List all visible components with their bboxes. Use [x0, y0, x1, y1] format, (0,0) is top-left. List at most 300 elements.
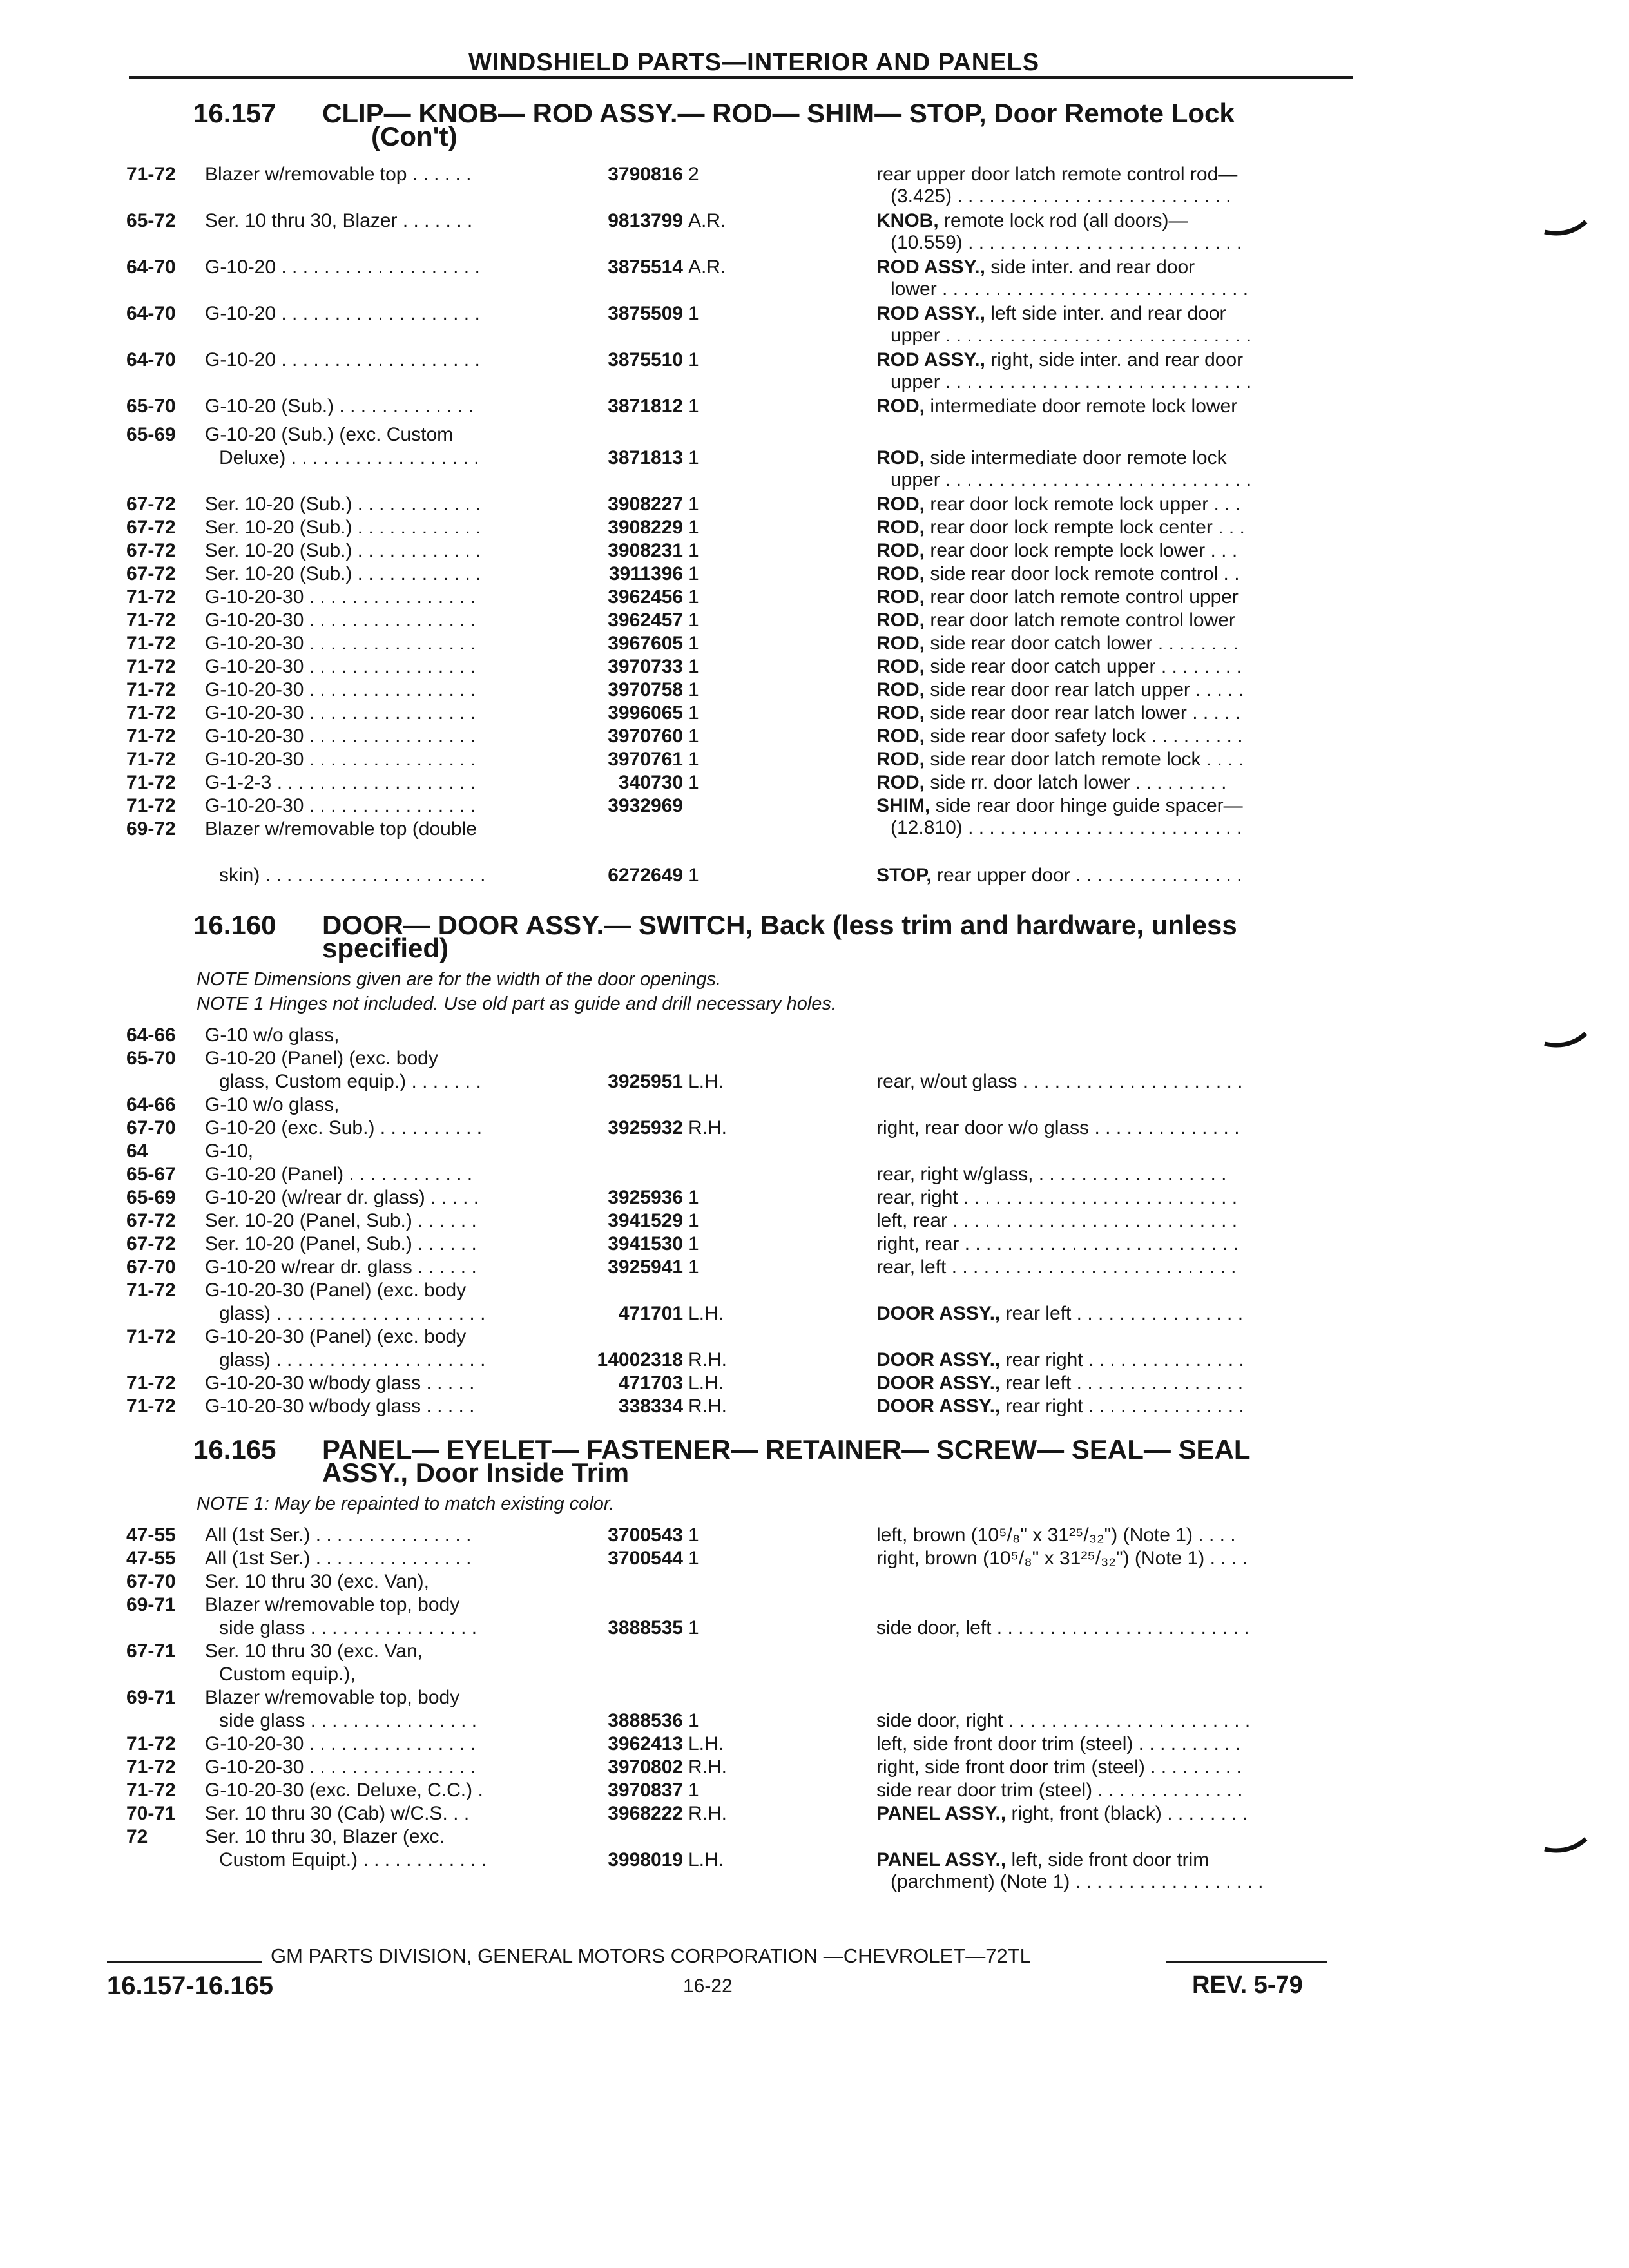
application: skin) . . . . . . . . . . . . . . . . . . . . .	[219, 865, 486, 886]
model-years: 71-72	[126, 1733, 176, 1754]
model-years: 64-70	[126, 349, 176, 370]
header-rule	[129, 76, 1353, 79]
parts-row	[0, 633, 1629, 658]
description	[876, 256, 1248, 300]
application: G-10,	[205, 1140, 254, 1162]
description-text: side rear door trim (steel) . . . . . . . . . . . . . .	[876, 1780, 1243, 1801]
part-number: 3998019	[608, 1849, 683, 1870]
description	[876, 210, 1242, 254]
description-continuation: (10.559) . . . . . . . . . . . . . . . . . . . . . . . . . .	[891, 232, 1242, 253]
model-years: 65-69	[126, 1187, 176, 1208]
parts-row	[0, 1140, 1629, 1166]
application: G-10-20-30 . . . . . . . . . . . . . . . .	[205, 633, 476, 654]
quantity: 1	[688, 494, 699, 515]
model-years: 67-72	[126, 1210, 176, 1231]
description-text: right, front (black) . . . . . . . .	[1011, 1803, 1248, 1824]
part-number: 3962413	[608, 1733, 683, 1754]
description-keyword: ROD,	[876, 517, 925, 538]
parts-row	[0, 1256, 1629, 1282]
model-years: 67-70	[126, 1256, 176, 1278]
description-text: right, side inter. and rear door	[990, 349, 1244, 370]
description-continuation: upper . . . . . . . . . . . . . . . . . . . . . . . . . . . . .	[891, 325, 1252, 346]
description-text: remote lock rod (all doors)—	[944, 210, 1188, 231]
section-number: 16.160	[193, 910, 276, 940]
parts-row	[0, 1524, 1629, 1550]
section-heading-16-165	[193, 1434, 1251, 1488]
description-continuation: (parchment) (Note 1) . . . . . . . . . . . . . . . . . .	[891, 1871, 1264, 1892]
parts-row	[0, 1687, 1629, 1713]
quantity: 1	[688, 586, 699, 608]
application: Ser. 10-20 (Panel, Sub.) . . . . . .	[205, 1210, 477, 1231]
description-text: side rear door latch remote lock . . . .	[930, 749, 1244, 770]
description	[876, 1233, 1239, 1255]
description-text: rear left . . . . . . . . . . . . . . . .	[1005, 1372, 1244, 1394]
part-number: 471703	[618, 1372, 683, 1394]
model-years: 67-72	[126, 563, 176, 584]
parts-row	[0, 447, 1629, 490]
parts-row	[0, 540, 1629, 566]
footer-page-number: 16-22	[683, 1975, 733, 1997]
footer-section-range: 16.157-16.165	[107, 1972, 274, 2000]
description-keyword: ROD,	[876, 633, 925, 654]
description-text: rear door lock rempte lock center . . .	[930, 517, 1245, 538]
application: Ser. 10-20 (Sub.) . . . . . . . . . . . .	[205, 494, 481, 515]
description-keyword: PANEL ASSY.,	[876, 1849, 1007, 1870]
quantity: 1	[688, 1710, 699, 1731]
model-years: 72	[126, 1826, 148, 1847]
description	[876, 349, 1251, 393]
description	[876, 726, 1243, 747]
parts-row	[0, 1664, 1629, 1689]
part-number: 6272649	[608, 865, 683, 886]
part-number: 3970733	[608, 656, 683, 677]
parts-row	[0, 1617, 1629, 1643]
model-years: 64-70	[126, 256, 176, 278]
description	[876, 517, 1245, 539]
parts-row	[0, 1640, 1629, 1666]
description-text: rear right . . . . . . . . . . . . . . .	[1005, 1349, 1244, 1370]
description-continuation: upper . . . . . . . . . . . . . . . . . . . . . . . . . . . . .	[891, 371, 1252, 392]
model-years: 67-71	[126, 1640, 176, 1662]
application: Ser. 10 thru 30 (Cab) w/C.S. . .	[205, 1803, 470, 1824]
description-keyword: ROD,	[876, 679, 925, 700]
description	[876, 610, 1235, 631]
description-text: left, rear . . . . . . . . . . . . . . . . . . . . . . . . . . .	[876, 1210, 1238, 1231]
part-number: 3888535	[608, 1617, 683, 1639]
binder-mark-icon	[1543, 1031, 1588, 1057]
parts-row	[0, 818, 1629, 844]
model-years: 65-67	[126, 1164, 176, 1185]
part-number: 3996065	[608, 702, 683, 724]
quantity: 1	[688, 1617, 699, 1639]
parts-row	[0, 702, 1629, 728]
section-title: CLIP— KNOB— ROD ASSY.— ROD— SHIM— STOP, Door Remote Lock	[322, 98, 1235, 128]
quantity: 1	[688, 726, 699, 747]
part-number: 3941529	[608, 1210, 683, 1231]
description-text: side door, right . . . . . . . . . . . . . . . . . . . . . . .	[876, 1710, 1251, 1731]
quantity: 1	[688, 1524, 699, 1546]
model-years: 65-72	[126, 210, 176, 231]
description-keyword: ROD ASSY.,	[876, 256, 985, 278]
part-number: 3970837	[608, 1780, 683, 1801]
quantity: R.H.	[688, 1349, 727, 1370]
description	[876, 1780, 1242, 1802]
part-number: 3871813	[608, 447, 683, 468]
part-number: 3962456	[608, 586, 683, 608]
application: G-10-20 . . . . . . . . . . . . . . . . . . .	[205, 256, 480, 278]
quantity: 1	[688, 1780, 699, 1801]
description-text: side intermediate door remote lock	[930, 447, 1227, 468]
part-number: 3970761	[608, 749, 683, 770]
application: Ser. 10 thru 30, Blazer . . . . . . .	[205, 210, 473, 231]
application: All (1st Ser.) . . . . . . . . . . . . . . .	[205, 1548, 472, 1569]
description-text: rear, w/out glass . . . . . . . . . . . . . . . . . . . . .	[876, 1071, 1243, 1092]
footer-revision: REV. 5-79	[1192, 1972, 1303, 1999]
part-number: 3700544	[608, 1548, 683, 1569]
application: Ser. 10-20 (Sub.) . . . . . . . . . . . .	[205, 563, 481, 584]
section-subtitle: specified)	[322, 933, 449, 963]
part-number: 340730	[618, 772, 683, 793]
model-years: 64	[126, 1140, 148, 1162]
description-keyword: ROD,	[876, 396, 925, 417]
parts-row	[0, 396, 1629, 421]
application: G-10-20 . . . . . . . . . . . . . . . . . . .	[205, 303, 480, 324]
part-number: 3968222	[608, 1803, 683, 1824]
application: Ser. 10-20 (Panel, Sub.) . . . . . .	[205, 1233, 477, 1254]
parts-row	[0, 610, 1629, 635]
footer-rule	[107, 1961, 262, 1963]
quantity: 1	[688, 772, 699, 793]
model-years: 71-72	[126, 1280, 176, 1301]
part-number: 3790816	[608, 164, 683, 185]
description-text: left, side front door trim	[1011, 1849, 1210, 1870]
description	[876, 679, 1244, 701]
model-years: 67-70	[126, 1117, 176, 1139]
parts-row	[0, 1280, 1629, 1305]
parts-row	[0, 256, 1629, 300]
description-text: left side inter. and rear door	[990, 303, 1226, 324]
description-keyword: ROD,	[876, 702, 925, 724]
description-text: rear door lock remote lock upper . . .	[930, 494, 1241, 515]
page-header-title: WINDSHIELD PARTS—INTERIOR AND PANELS	[468, 49, 1040, 76]
section-number: 16.157	[193, 98, 276, 128]
parts-row	[0, 1094, 1629, 1120]
description-text: side rear door hinge guide spacer—	[935, 795, 1243, 816]
description	[876, 396, 1237, 418]
description-text: side inter. and rear door	[990, 256, 1195, 278]
model-years: 71-72	[126, 1756, 176, 1778]
model-years: 71-72	[126, 1326, 176, 1347]
quantity: 1	[688, 633, 699, 654]
parts-row	[0, 164, 1629, 207]
parts-row	[0, 1756, 1629, 1782]
application: G-10-20-30 w/body glass . . . . .	[205, 1396, 475, 1417]
model-years: 65-70	[126, 1048, 176, 1069]
description-text: side rear door rear latch upper . . . . .	[930, 679, 1244, 700]
application: G-10-20-30 . . . . . . . . . . . . . . . .	[205, 726, 476, 747]
application: glass) . . . . . . . . . . . . . . . . . . . .	[219, 1349, 486, 1370]
description-keyword: ROD,	[876, 749, 925, 770]
parts-row	[0, 494, 1629, 519]
description-text: right, rear . . . . . . . . . . . . . . . . . . . . . . . . . .	[876, 1233, 1239, 1254]
description	[876, 749, 1244, 771]
quantity: 1	[688, 517, 699, 538]
application: G-10-20 w/rear dr. glass . . . . . .	[205, 1256, 477, 1278]
description	[876, 1349, 1244, 1371]
parts-row	[0, 303, 1629, 346]
parts-row	[0, 1803, 1629, 1829]
description-keyword: ROD,	[876, 610, 925, 631]
quantity: 1	[688, 396, 699, 417]
application: Deluxe) . . . . . . . . . . . . . . . . . .	[219, 447, 479, 468]
description-continuation: (12.810) . . . . . . . . . . . . . . . . . . . . . . . . . .	[891, 817, 1242, 838]
part-number: 3908227	[608, 494, 683, 515]
part-number: 3932969	[608, 795, 683, 816]
application: Ser. 10-20 (Sub.) . . . . . . . . . . . .	[205, 517, 481, 538]
description-keyword: ROD,	[876, 494, 925, 515]
description-text: rear, left . . . . . . . . . . . . . . . . . . . . . . . . . . .	[876, 1256, 1237, 1278]
description	[876, 1256, 1236, 1278]
quantity: R.H.	[688, 1803, 727, 1824]
application: G-10-20-30 . . . . . . . . . . . . . . . .	[205, 656, 476, 677]
model-years: 67-72	[126, 1233, 176, 1254]
parts-row	[0, 656, 1629, 682]
description-text: rear right . . . . . . . . . . . . . . .	[1005, 1396, 1244, 1417]
description-text: side rear door safety lock . . . . . . . . .	[930, 726, 1243, 747]
section-title: PANEL— EYELET— FASTENER— RETAINER— SCREW— SEAL— SEAL	[322, 1434, 1251, 1465]
parts-row	[0, 726, 1629, 751]
description-text: side rear door lock remote control . .	[930, 563, 1240, 584]
quantity: R.H.	[688, 1117, 727, 1139]
quantity: A.R.	[688, 256, 726, 278]
quantity: 1	[688, 702, 699, 724]
part-number: 3908231	[608, 540, 683, 561]
quantity: 1	[688, 540, 699, 561]
description-text: side rr. door latch lower . . . . . . . . .	[930, 772, 1227, 793]
quantity: L.H.	[688, 1372, 724, 1394]
application: side glass . . . . . . . . . . . . . . . .	[219, 1710, 477, 1731]
quantity: 1	[688, 749, 699, 770]
description-keyword: ROD,	[876, 447, 925, 468]
part-number: 3970760	[608, 726, 683, 747]
application: G-10-20 (w/rear dr. glass) . . . . .	[205, 1187, 479, 1208]
application: G-10-20-30 (Panel) (exc. body	[205, 1280, 467, 1301]
part-number: 3871812	[608, 396, 683, 417]
parts-row	[0, 563, 1629, 589]
quantity: 1	[688, 1233, 699, 1254]
application: G-10-20-30 . . . . . . . . . . . . . . . .	[205, 679, 476, 700]
part-number: 14002318	[597, 1349, 683, 1370]
description-text: right, rear door w/o glass . . . . . . . . . . . . . .	[876, 1117, 1240, 1139]
quantity: 1	[688, 865, 699, 886]
application: G-10-20-30 (exc. Deluxe, C.C.) .	[205, 1780, 483, 1801]
application: G-10-20-30 w/body glass . . . . .	[205, 1372, 475, 1394]
application: G-10-20 (Panel) (exc. body	[205, 1048, 438, 1069]
part-number: 3962457	[608, 610, 683, 631]
model-years: 71-72	[126, 702, 176, 724]
parts-row	[0, 1071, 1629, 1097]
model-years: 71-72	[126, 1396, 176, 1417]
application: G-10-20-30 . . . . . . . . . . . . . . . .	[205, 586, 476, 608]
parts-row	[0, 517, 1629, 543]
application: G-1-2-3 . . . . . . . . . . . . . . . . . . .	[205, 772, 476, 793]
model-years: 64-70	[126, 303, 176, 324]
description-keyword: DOOR ASSY.,	[876, 1372, 1001, 1394]
quantity: 1	[688, 1187, 699, 1208]
model-years: 71-72	[126, 772, 176, 793]
footer-corporation: GM PARTS DIVISION, GENERAL MOTORS CORPORATION —CHEVROLET—72TL	[271, 1945, 1031, 1967]
parts-row	[0, 1048, 1629, 1073]
description	[876, 540, 1237, 562]
binder-mark-icon	[1543, 219, 1588, 245]
part-number: 471701	[618, 1303, 683, 1324]
application: G-10-20 . . . . . . . . . . . . . . . . . . .	[205, 349, 480, 370]
model-years: 71-72	[126, 726, 176, 747]
model-years: 71-72	[126, 679, 176, 700]
description-continuation: (3.425) . . . . . . . . . . . . . . . . . . . . . . . . . .	[891, 186, 1231, 207]
model-years: 64-66	[126, 1094, 176, 1115]
model-years: 65-70	[126, 396, 176, 417]
model-years: 47-55	[126, 1548, 176, 1569]
description-text: rear left . . . . . . . . . . . . . . . .	[1005, 1303, 1244, 1324]
application: G-10 w/o glass,	[205, 1024, 340, 1046]
description	[876, 772, 1227, 794]
parts-row	[0, 1780, 1629, 1805]
application: Blazer w/removable top, body	[205, 1594, 460, 1615]
section-heading-16-157	[193, 98, 1235, 151]
footer-rule	[1166, 1961, 1327, 1963]
model-years: 67-70	[126, 1571, 176, 1592]
description-continuation: lower . . . . . . . . . . . . . . . . . . . . . . . . . . . . .	[891, 278, 1249, 300]
description	[876, 1524, 1236, 1546]
description-text: rear, right . . . . . . . . . . . . . . . . . . . . . . . . . .	[876, 1187, 1238, 1208]
description-text: intermediate door remote lock lower	[930, 396, 1238, 417]
model-years: 71-72	[126, 586, 176, 608]
part-number: 3925932	[608, 1117, 683, 1139]
part-number: 3875509	[608, 303, 683, 324]
quantity: 1	[688, 656, 699, 677]
quantity: 1	[688, 1256, 699, 1278]
description-text: rear door latch remote control upper	[930, 586, 1239, 608]
application: Blazer w/removable top (double	[205, 818, 477, 840]
description	[876, 1548, 1248, 1570]
part-number: 3941530	[608, 1233, 683, 1254]
parts-row	[0, 1117, 1629, 1143]
parts-row	[0, 349, 1629, 392]
parts-row	[0, 424, 1629, 450]
application: Custom Equipt.) . . . . . . . . . . . .	[219, 1849, 487, 1870]
parts-row	[0, 1349, 1629, 1375]
model-years: 67-72	[126, 517, 176, 538]
part-number: 3911396	[608, 563, 683, 584]
parts-row	[0, 1594, 1629, 1620]
model-years: 69-71	[126, 1687, 176, 1708]
part-number: 3925951	[608, 1071, 683, 1092]
description-keyword: ROD,	[876, 726, 925, 747]
parts-row	[0, 1372, 1629, 1398]
model-years: 69-72	[126, 818, 176, 840]
description	[876, 1117, 1240, 1139]
description	[876, 1187, 1237, 1209]
description-text: right, side front door trim (steel) . . . . . . . . .	[876, 1756, 1242, 1778]
parts-row	[0, 1849, 1629, 1892]
model-years: 70-71	[126, 1803, 176, 1824]
description	[876, 1164, 1227, 1186]
parts-row	[0, 1303, 1629, 1329]
application: Custom equip.),	[219, 1664, 356, 1685]
application: G-10 w/o glass,	[205, 1094, 340, 1115]
description-text: rear upper door latch remote control rod—	[876, 164, 1238, 185]
quantity: 1	[688, 447, 699, 468]
description	[876, 1210, 1237, 1232]
model-years: 65-69	[126, 424, 176, 445]
description	[876, 563, 1240, 585]
model-years: 71-72	[126, 795, 176, 816]
description	[876, 865, 1242, 887]
description-keyword: STOP,	[876, 865, 932, 886]
description-keyword: ROD,	[876, 656, 925, 677]
application: G-10-20 (Panel) . . . . . . . . . . . .	[205, 1164, 473, 1185]
quantity: R.H.	[688, 1396, 727, 1417]
description-text: side rear door rear latch lower . . . . .	[930, 702, 1241, 724]
model-years: 71-72	[126, 633, 176, 654]
description	[876, 1803, 1248, 1825]
section-subtitle: ASSY., Door Inside Trim	[322, 1457, 630, 1488]
description	[876, 1396, 1244, 1418]
application: Ser. 10 thru 30, Blazer (exc.	[205, 1826, 445, 1847]
quantity: L.H.	[688, 1733, 724, 1754]
description-keyword: ROD,	[876, 563, 925, 584]
section-note: NOTE 1 Hinges not included. Use old part as guide and drill necessary holes.	[197, 994, 836, 1014]
application: G-10-20 (exc. Sub.) . . . . . . . . . .	[205, 1117, 483, 1139]
description-keyword: DOOR ASSY.,	[876, 1349, 1001, 1370]
application: G-10-20-30 . . . . . . . . . . . . . . . .	[205, 795, 476, 816]
quantity: 1	[688, 610, 699, 631]
application: side glass . . . . . . . . . . . . . . . .	[219, 1617, 477, 1639]
model-years: 71-72	[126, 610, 176, 631]
application: Ser. 10-20 (Sub.) . . . . . . . . . . . .	[205, 540, 481, 561]
model-years: 67-72	[126, 494, 176, 515]
model-years: 67-72	[126, 540, 176, 561]
section-note: NOTE 1: May be repainted to match existing color.	[197, 1494, 615, 1514]
part-number: 3875514	[608, 256, 683, 278]
application: glass) . . . . . . . . . . . . . . . . . . . .	[219, 1303, 486, 1324]
parts-row	[0, 1733, 1629, 1759]
description-continuation: upper . . . . . . . . . . . . . . . . . . . . . . . . . . . . .	[891, 469, 1252, 490]
application: G-10-20-30 . . . . . . . . . . . . . . . .	[205, 702, 476, 724]
description-keyword: SHIM,	[876, 795, 930, 816]
description	[876, 447, 1251, 491]
description-keyword: PANEL ASSY.,	[876, 1803, 1007, 1824]
part-number: 3700543	[608, 1524, 683, 1546]
model-years: 71-72	[126, 749, 176, 770]
description-keyword: ROD,	[876, 586, 925, 608]
section-subtitle: (Con't)	[371, 121, 458, 151]
parts-row	[0, 1396, 1629, 1421]
application: G-10-20-30 . . . . . . . . . . . . . . . .	[205, 749, 476, 770]
application: Ser. 10 thru 30 (exc. Van),	[205, 1571, 429, 1592]
parts-row	[0, 1210, 1629, 1236]
model-years: 71-72	[126, 164, 176, 185]
description-text: rear, right w/glass, . . . . . . . . . . . . . . . . . .	[876, 1164, 1227, 1185]
quantity: 1	[688, 303, 699, 324]
quantity: 1	[688, 1210, 699, 1231]
description	[876, 1071, 1243, 1093]
part-number: 3970758	[608, 679, 683, 700]
model-years: 69-71	[126, 1594, 176, 1615]
quantity: 1	[688, 563, 699, 584]
description	[876, 586, 1239, 608]
